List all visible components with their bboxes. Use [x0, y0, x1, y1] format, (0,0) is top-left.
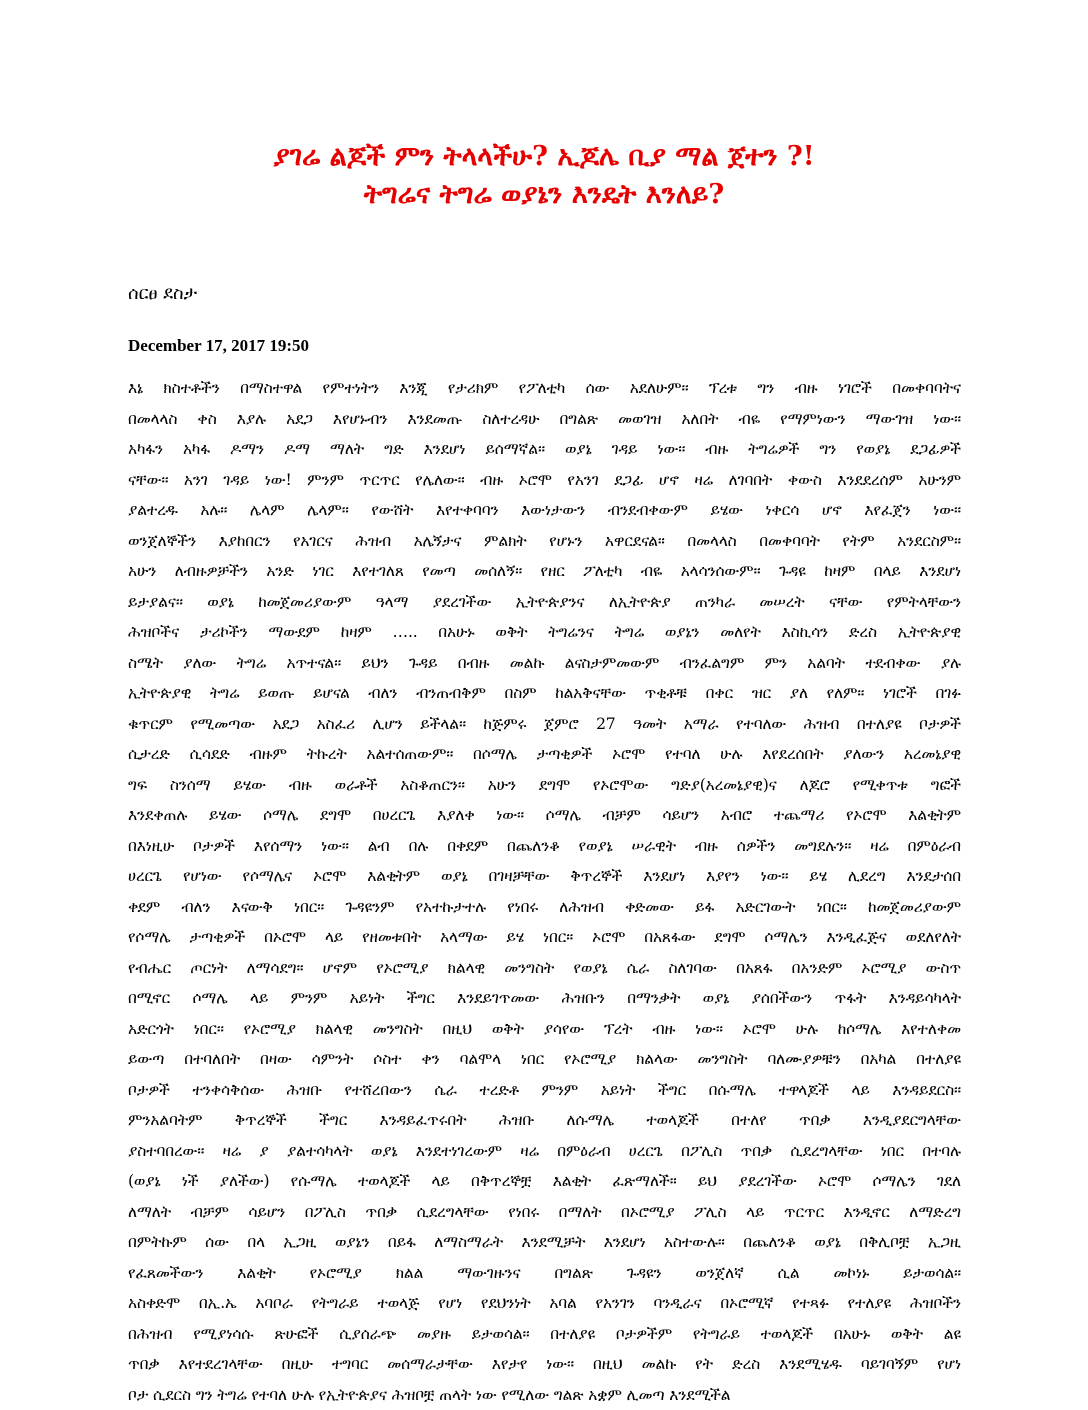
- body-line: ያስተባበረው፡፡ ዛሬ ያ ያልተሳካላት ወያኔ እንደተነገረውም ዛሬ በምዕራብ ሀረርጌ በፖሊስ ጥበቃ ሲደረግላቸው ነበር በተባሉ: [128, 1136, 961, 1167]
- body-line: እንደቀጠሉ ይሄው ሶማሌ ደግሞ በሀረርጌ እያለቀ ነው፡፡ ሶማሌ ብቻም ሳይሆን አብሮ ተጨማሪ የኦሮሞ እልቂትም: [128, 800, 961, 831]
- body-line: በእነዚሁ ቦታዎች እየሰማን ነው፡፡ ልብ በሉ በቀደም በጨለንቆ የወያኔ ሠራዊት ብዙ ሰዎችን መግደሉን፡፡ ዛሬ በምዕራብ: [128, 831, 961, 862]
- body-line: ምንአልባትም ቅጥረኞች ችግር እንዳይፈጥሩበት ሕዝቡ ለሱማሌ ተወላጆች በተለየ ጥበቃ እንዲያደርግላቸው: [128, 1105, 961, 1136]
- body-line: ይውጣ በተባለበት በዛው ሳምንት ሶስተ ቀን ባልሞላ ነበር የኦሮሚያ ክልላው መንግስት ባለሙያዎቹን በአካል በተለያዩ: [128, 1044, 961, 1075]
- article-body: [128, 373, 961, 1393]
- body-line: ጥበቃ እየተደረገላቸው በዚሁ ተግባር መሰማራታቸው እየታየ ነው፡፡ በዚህ መልኩ የት ድረስ እንደሚሄዱ ባይገባኝም የሆነ: [128, 1349, 961, 1380]
- body-line: በመላላስ ቀስ እያሉ አደጋ እየሆኑብን እንደመጡ ስለተረዳሁ በግልጽ መወገዝ አለበት ብዬ የማምነውን ማውገዝ ነው፡፡: [128, 404, 961, 435]
- body-line: ቦታ ሲደርስ ግን ትግሬ የተባለ ሁሉ የኢትዮጵያና ሕዝቦቿ ጠላት ነው የሚለው ግልጽ አቋም ሊመጣ እንደሚችል: [128, 1380, 961, 1410]
- body-line: በሚኖር ሶማሌ ላይ ምንም አይነት ችግር እንደይገጥመው ሕዝቡን በማንቃት ወያኔ ያሰበችውን ጥፋት እንዳይሳካላት: [128, 983, 961, 1014]
- body-line: ወንጀለኞችን እያከበርን የአገርና ሕዝብ አሌኝታና ምልክት የሆኑን አዋርደናል፡፡ በመላላስ በመቀባባት የትም አንደርስም፡፡: [128, 526, 961, 557]
- body-line: ናቸው፡፡ አንገ ገዳይ ነው! ምንም ጥርጥር የሌለው፡፡ ብዙ ኦሮሞ የአንገ ደጋፊ ሆኖ ዛሬ ለገባበት ቀውስ እንደደረሰም አሁንም: [128, 465, 961, 496]
- title-line-1: ያገሬ ልጆች ምን ትላላችሁ? ኢጆሌ ቢያ ማል ጀተን ?!: [120, 138, 968, 176]
- body-line: አካፋን አካፋ ዶማን ዶማ ማለት ግድ እንደሆነ ይሰማኛል፡፡ ወያኔ ገዳይ ነው፡፡ ብዙ ትግሬዎች ግን የወያኔ ደጋፊዎች: [128, 434, 961, 465]
- body-line: እኔ ክስተቶችን በማስተዋል የምተነትን እንጂ የታሪክም የፖለቲካ ሰው አደለሁም፡፡ ፕረቱ ግን ብዙ ነገሮች በመቀባባትና: [128, 373, 961, 404]
- body-line: አሁን ለብዙዎቻችን አንድ ነገር እየተገለጸ የመጣ መሰለኝ፡፡ የዘር ፖለቲካ ብዬ አላሳንሰውም፡፡ ጉዳዩ ከዛም በላይ እንደሆነ: [128, 556, 961, 587]
- body-line: የፈጸመችውን እልቂት የኦሮሚያ ክልል ማውገዙንና በግልጽ ጉዳዩን ወንጀለኛ ሲል መኮነኑ ይታወሳል፡፡: [128, 1258, 961, 1289]
- body-line: ቦታዎች ተንቀሳቅሰው ሕዝቡ የተሸረበውን ሴራ ተረድቶ ምንም አይነት ችግር በሱማሌ ተዋላጆች ላይ እንዳይደርስ፡፡: [128, 1075, 961, 1106]
- body-line: ሲታረድ ሲሳደድ ብዙም ትኩረት አልተሰጠውም፡፡ በሶማሌ ታጣቂዎች ኦሮሞ የተባለ ሁሉ እየደረሰበት ያለውን አረመኔያዊ: [128, 739, 961, 770]
- body-line: (ወያኔ ነች ያለችው) የሱማሌ ተወላጆች ላይ በቅጥረኞቿ እልቂት ፈጽማለች፡፡ ይህ ያደረገችው ኦሮሞ ሶማሌን ገደለ: [128, 1166, 961, 1197]
- body-line: ሕዝቦችና ታሪኮችን ማውደም ከዛም ….. በአሁኑ ወቅት ትግሬንና ትግሬ ወያኔን መለየት እስኪሳን ድረስ ኢትዮጵያዊ: [128, 617, 961, 648]
- body-line: በምትኩም ሰው በላ ኢጋዚ ወያኔን በይፋ ለማስማራት እንደሚቻት እንደሆነ አስተውሉ፡፡ በጨለንቆ ወያኔ በቅሊቦቿ ኢጋዚ: [128, 1227, 961, 1258]
- publication-dateline: December 17, 2017 19:50: [128, 334, 309, 358]
- body-line: ቁጥርም የሚመጣው አደጋ አስፈሪ ሊሆን ይችላል፡፡ ከጅምሩ ጀምሮ 27 ዓመት አማራ የተባለው ሕዝብ በተለያዩ ቦታዎች: [128, 709, 961, 740]
- body-line: አስቀድሞ በኢ.ኤ አባቦራ የትግራይ ተወላጅ የሆነ የደህንነት አባል የአንገን ባንዲራና በኦሮሚኛ የተጻፉ የተለያዩ ሕዝቦችን: [128, 1288, 961, 1319]
- body-line: ይታያልና፡፡ ወያኔ ከመጀመሪያውም ዓላማ ያደረገችው ኢትዮጵያንና ለኢትዮጵያ ጠንካራ መሠረት ናቸው የምትላቸውን: [128, 587, 961, 618]
- article-title: [120, 138, 968, 214]
- body-line: ኢትዮጵያዊ ትግሬ ይወጡ ይሆናል ብለን ብንጠብቅም በስም ከልአቅናቸው ጥቂቶቹ በቀር ዝር ያለ የለም፡፡ ነገሮች በገፉ: [128, 678, 961, 709]
- title-line-2: ትግሬና ትግሬ ወያኔን እንዴት እንለይ?: [120, 176, 968, 214]
- body-line: አድርጎት ነበር፡፡ የኦሮሚያ ክልላዊ መንግስት በዚህ ወቅት ያሳየው ፕረት ብዙ ነው፡፡ ኦሮሞ ሁሉ ከሶማሌ እየተለቀመ: [128, 1014, 961, 1045]
- body-line: ግፍ ስንሰማ ይሄው ብዙ ወራቶች አስቆጠርን፡፡ አሁን ደግሞ የኦሮሞው ግድያ(አረመኔያዊ)ና ለጆሮ የሚቀጥቱ ግፎች: [128, 770, 961, 801]
- body-line: ሀረርጌ የሆነው የሶማሌና ኦሮሞ እልቂትም ወያኔ በገዛቻቸው ቅጥረኞች እንደሆነ እያየን ነው፡፡ ይሄ ሊደረግ እንደታሰበ: [128, 861, 961, 892]
- body-line: በሕዝብ የሚያነሳሱ ጽሁፎች ሲያሰራጭ መያዙ ይታወሳል፡፡ በተለያዩ ቦታዎችም የትግራይ ተወላጆች በአሁኑ ወቅት ልዩ: [128, 1319, 961, 1350]
- body-line: የሶማሌ ታጣቂዎች በኦሮሞ ላይ የዘመቱበት አላማው ይሄ ነበር፡፡ ኦሮሞ በአጸፋው ደግሞ ሶማሌን እንዲፈጅና ወደለየለት: [128, 922, 961, 953]
- body-line: ያልተረዱ አሉ፡፡ ሌላም ሌላም፡፡ የውሸት እየተቀባባን እውነታውን ብንደብቀውም ይሄው ነቀርሳ ሆኖ እየፈጀን ነው፡፡: [128, 495, 961, 526]
- body-line: የብሔር ጦርነት ለማሳደግ፡፡ ሆኖም የኦሮሚያ ክልላዊ መንግስት የወያኔ ሴራ ስለገባው በአጸፋ በአንድም ኦሮሚያ ውስጥ: [128, 953, 961, 984]
- body-line: ለማለት ብቻም ሳይሆን በፖሊስ ጥበቃ ሲደረግላቸው የነበሩ በማለት በኦሮሚያ ፖሊስ ላይ ጥርጥር እንዲኖር ለማድረግ: [128, 1197, 961, 1228]
- body-line: ቀደም ብለን እናውቅ ነበር፡፡ ጉዳዩንም የአተኩታተሉ የነበሩ ለሕዝብ ቀድመው ይፋ አድርገውት ነበር፡፡ ከመጀመሪያውም: [128, 892, 961, 923]
- author-name: ሰርፀ ደስታ: [128, 281, 197, 307]
- body-line: ስሜት ያለው ትግሬ አጥተናል፡፡ ይህን ጉዳይ በብዙ መልኩ ልናስታምመውም ብንፈልግም ምን አልባት ተደብቀው ያሉ: [128, 648, 961, 679]
